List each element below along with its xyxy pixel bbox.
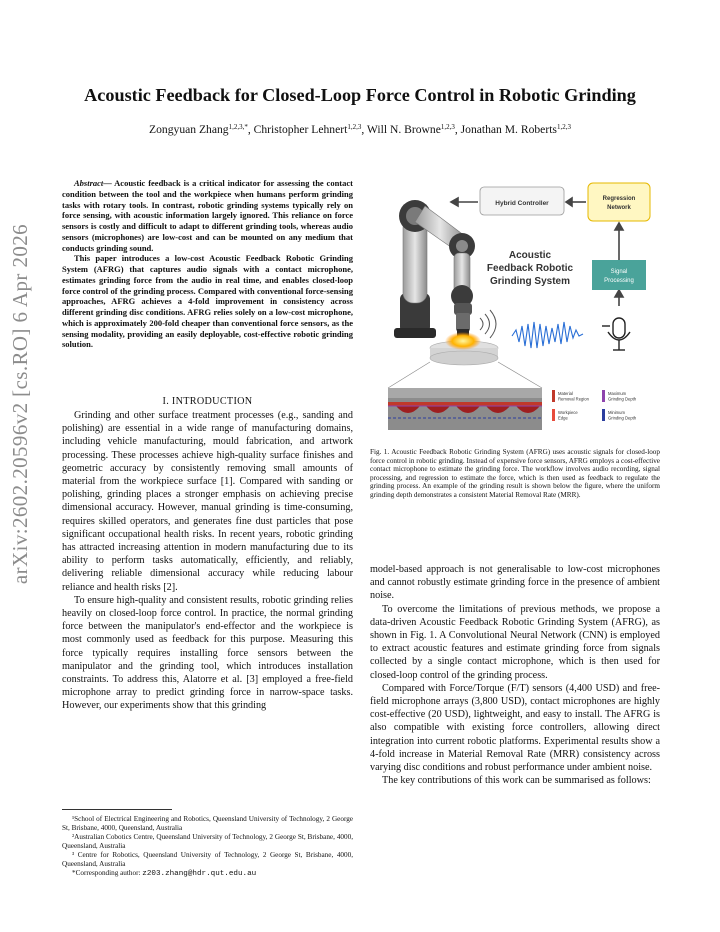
system-label-3: Grinding System: [489, 276, 571, 287]
author-separator: ,: [247, 123, 254, 136]
legend-label: Maximum: [608, 391, 627, 396]
author-affiliation: 1,2,3,*: [228, 123, 248, 131]
section-heading: I. INTRODUCTION: [162, 396, 253, 407]
legend-label: Minimum: [608, 410, 625, 415]
body-paragraph: Grinding and other surface treatment processes (e.g., sanding and polishing) are essential in a wide range of manufacturing domains, including vehicle manufacturing, mould fabrication, and artwork processing. These processes achieve high-quality surface finishes and geometric accuracy by consistently removing small amounts of material from the workpiece surface [1]. Compared with sanding or polishing, grinding places a stronger emphasis on achieving precise dimensional accuracy. However, manual grinding is time-consuming, requires skilled operators, and generates fine dust particles that pose significant occupational health risks. In recent years, robotic grinding has attracted increasing attention in modern manufacturing due to its ability to perform tasks automatically, efficiently, and reliably, delivering reliable dimensional accuracy while reducing labour reliance and health risks [2].: [62, 410, 353, 593]
footnote: ²Australian Cobotics Centre, Queensland University of Technology, 2 George St, Brisbane, 4000, Queensland, Australia: [62, 833, 353, 850]
signal-label-2: Processing: [604, 278, 634, 284]
sound-wave-icon: [480, 310, 496, 338]
regression-network-box: [588, 183, 650, 221]
hybrid-controller-label: Hybrid Controller: [495, 200, 549, 207]
footnote: ¹School of Electrical Engineering and Robotics, Queensland University of Technology, 2 George St, Brisbane, 4000, Queensland, Australia: [62, 815, 353, 832]
corresponding-author: [62, 869, 353, 879]
author-affiliation: 1,2,3: [347, 123, 362, 131]
spark-effect: [445, 332, 481, 350]
grinding-result-image: [388, 388, 542, 430]
author-separator: ,: [361, 123, 367, 136]
legend-label: Removal Region: [558, 396, 589, 402]
author-affiliation: 1,2,3: [556, 123, 571, 131]
body-paragraph: To ensure high-quality and consistent results, robotic grinding relies heavily on closed-loop force control. In practice, the normal grinding force between the manipulator's end-effector and the workpiece is most commonly used as feedback for this purpose. Measuring this force typically requires installing force sensors between the manipulator and the grinding tool, which introduces installation constraints. To address this, Alatorre et al. [3] employed a free-field microphone array to predict grinding force in narrow-space tasks. However, our experiments show that this grinding: [62, 594, 353, 712]
system-label-1: Acoustic: [508, 250, 552, 261]
legend-swatch: [602, 409, 605, 421]
author-list: [60, 123, 660, 136]
footnote-rule: [62, 809, 172, 810]
corresponding-label: *Corresponding author:: [72, 869, 143, 877]
abstract-paragraph: — Acoustic feedback is a critical indicator for assessing the contact condition between the tool and the workpiece when humans perform grinding tasks with rotary tools. In contrast, robotic grinding systems typically rely on force sensing, with acoustic information largely ignored. This reliance on force sensors is costly and difficult to adapt to different grinding tools, whereas audio sensors (microphones) are low-cost and can be mounted on any medium that conducts grinding sound.: [62, 178, 353, 253]
legend-label: Grinding Depth: [608, 415, 637, 421]
author-name: Zongyuan Zhang: [149, 123, 229, 136]
audio-waveform: [512, 322, 583, 348]
intro-left-column: [62, 409, 353, 713]
legend-swatch: [552, 390, 555, 402]
body-paragraph: The key contributions of this work can be summarised as follows:: [382, 775, 651, 787]
figure-afrg-overview: [370, 178, 660, 433]
system-label-2: Feedback Robotic: [486, 263, 574, 274]
microphone-icon: [602, 318, 630, 350]
abstract: [62, 178, 353, 350]
legend-label: Edge: [558, 415, 568, 421]
author-affiliation: 1,2,3: [440, 123, 455, 131]
footnote: ³ Centre for Robotics, Queensland University of Technology, 2 George St, Brisbane, 4000, Queensland, Australia: [62, 851, 353, 868]
signal-processing-box: [592, 260, 646, 290]
legend-swatch: [552, 409, 555, 421]
robot-arm-illustration: [394, 200, 475, 338]
signal-label-1: Signal: [610, 269, 628, 275]
body-paragraph: model-based approach is not generalisable to low-cost microphones and cannot robustly estimate grinding force in the presence of ambient noise.: [370, 564, 660, 602]
abstract-paragraph: This paper introduces a low-cost Acoustic Feedback Robotic Grinding System (AFRG) that captures audio signals with a contact microphone, estimates grinding force from the audio in real time, and enables closed-loop force control of the grinding process. Compared with conventional force-sensing approaches, AFRG achieves a 4-fold improvement in consistency across different grinding disc conditions. AFRG relies solely on a low-cost microphone, which is approximately 200-fold cheaper than conventional force sensors, as the sensing modality, providing an easily deployable, cost-effective robotic grinding solution.: [62, 253, 353, 350]
author-separator: ,: [454, 123, 461, 136]
author-name: Jonathan M. Roberts: [460, 123, 557, 136]
arxiv-stamp: arXiv:2602.20596v2 [cs.RO] 6 Apr 2026: [8, 223, 32, 585]
figure-legend: [552, 390, 637, 421]
figure-caption: Fig. 1. Acoustic Feedback Robotic Grinding System (AFRG) uses acoustic signals for closed-loop force control in robotic grinding. Instead of expensive force sensors, AFRG employs a cost-effective contact microphone to estimate the grinding force. The workflow involves audio recording, signal processing, and regression to estimate the force, which is then used as feedback to regulate the grinding process. An example of the grinding result is shown below the figure, where the uniform grinding depth demonstrates a consistent Material Removal Rate (MRR).: [370, 448, 660, 499]
zoom-lines: [388, 362, 542, 388]
paper-title: Acoustic Feedback for Closed-Loop Force Control in Robotic Grinding: [84, 85, 636, 105]
intro-right-column: [370, 563, 660, 787]
legend-swatch: [602, 390, 605, 402]
regression-label-1: Regression: [602, 196, 636, 202]
author-name: Will N. Browne: [366, 123, 441, 136]
legend-label: Grinding Depth: [608, 396, 637, 402]
body-paragraph: To overcome the limitations of previous methods, we propose a data-driven Acoustic Feedback Robotic Grinding System (AFRG), as shown in Fig. 1. A Convolutional Neural Network (CNN) is employed to extract acoustic features and estimate grinding force from signals collected by a single contact microphone, which is then used for closed-loop control of the grinding process.: [370, 603, 660, 681]
corresponding-email[interactable]: z203.zhang@hdr.qut.edu.au: [142, 870, 257, 878]
body-paragraph: Compared with Force/Torque (F/T) sensors (4,400 USD) and free-field microphone arrays (3,800 USD), contact microphones are highly cost-effective (20 USD), lightweight, and easy to install. The AFRG is also compatible with existing force controllers, allowing direct integration into current robotic platforms. Experimental results show a 4-fold increase in Material Removal Rate (MRR) consistency across varying disc conditions and robust performance under ambient noise.: [370, 682, 660, 774]
regression-label-2: Network: [607, 205, 631, 211]
legend-label: Material: [558, 391, 573, 396]
legend-label: Workpiece: [558, 410, 578, 415]
abstract-lead: Abstract: [74, 178, 104, 188]
author-name: Christopher Lehnert: [253, 123, 348, 136]
footnotes: [62, 815, 353, 879]
